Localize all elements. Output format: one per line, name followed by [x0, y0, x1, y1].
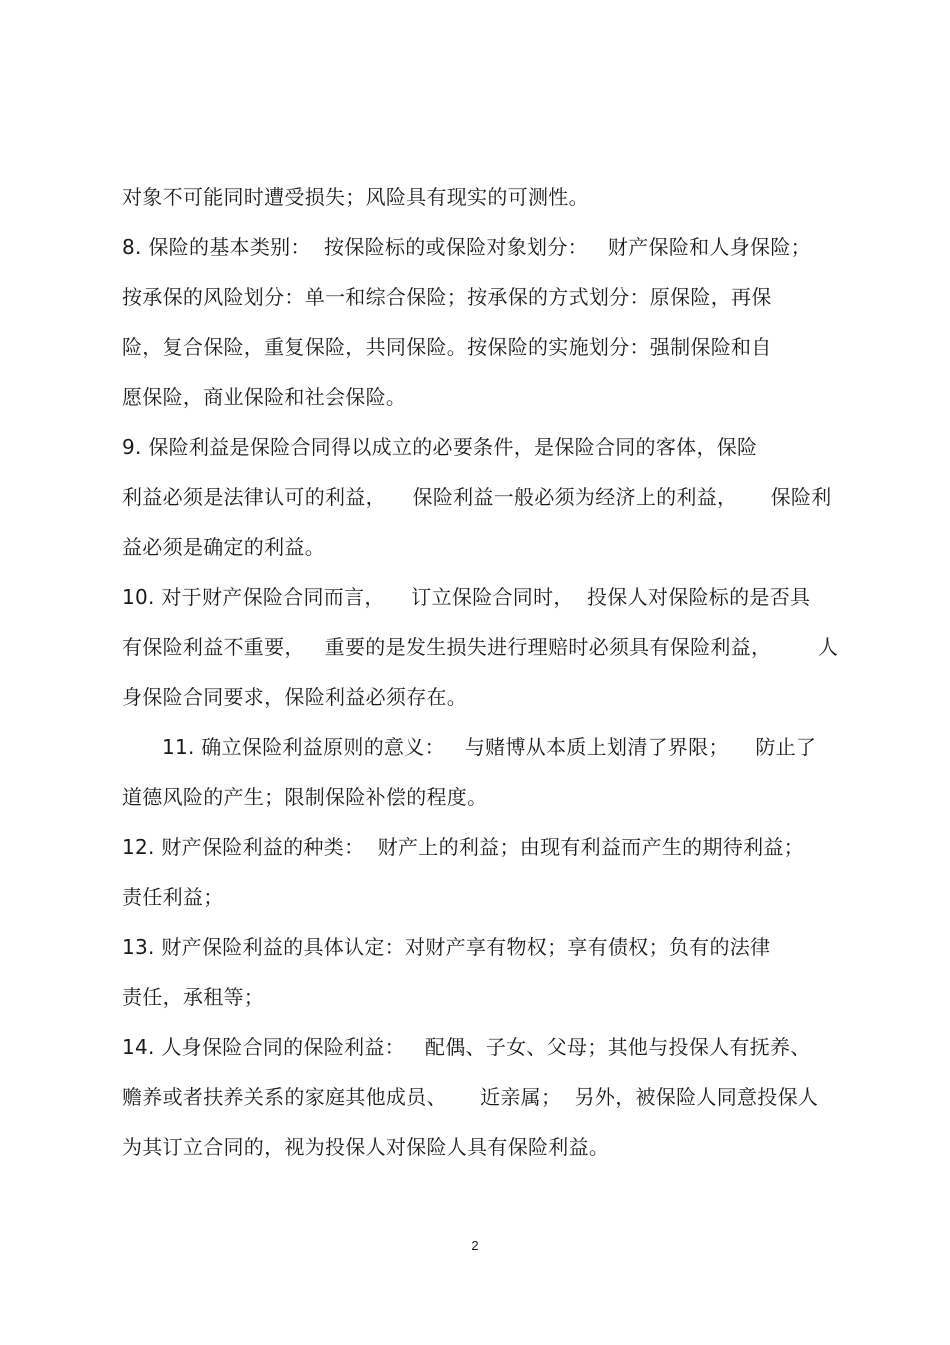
- text-line: 身保险合同要求，保险利益必须存在。: [122, 685, 468, 709]
- text-line: 为其订立合同的，视为投保人对保险人具有保险利益。: [122, 1135, 610, 1159]
- text-line: 9. 保险利益是保险合同得以成立的必要条件，是保险合同的客体，保险: [122, 435, 758, 459]
- text-line: 有保险利益不重要， 重要的是发生损失进行理赔时必须具有保险利益， 人: [122, 635, 839, 659]
- text-line: 赡养或者扶养关系的家庭其他成员、 近亲属； 另外，被保险人同意投保人: [122, 1085, 819, 1109]
- text-line: 责任利益；: [122, 885, 224, 909]
- text-line: 8. 保险的基本类别： 按保险标的或保险对象划分： 财产保险和人身保险；: [122, 235, 811, 259]
- text-line: 13. 财产保险利益的具体认定：对财产享有物权；享有债权；负有的法律: [122, 935, 771, 959]
- text-line: 道德风险的产生；限制保险补偿的程度。: [122, 785, 488, 809]
- text-line: 11. 确立保险利益原则的意义： 与赌博从本质上划清了界限； 防止了: [122, 735, 817, 759]
- text-line: 14. 人身保险合同的保险利益： 配偶、子女、父母；其他与投保人有抚养、: [122, 1035, 811, 1059]
- text-line: 利益必须是法律认可的利益， 保险利益一般必须为经济上的利益， 保险利: [122, 485, 832, 509]
- text-line: 险，复合保险，重复保险，共同保险。按保险的实施划分：强制保险和自: [122, 335, 772, 359]
- text-line: 益必须是确定的利益。: [122, 535, 325, 559]
- text-line: 对象不可能同时遭受损失；风险具有现实的可测性。: [122, 185, 589, 209]
- text-line: 责任，承租等；: [122, 985, 265, 1009]
- text-line: 12. 财产保险利益的种类： 财产上的利益；由现有利益而产生的期待利益；: [122, 835, 804, 859]
- text-line: 按承保的风险划分：单一和综合保险；按承保的方式划分：原保险，再保: [122, 285, 772, 309]
- text-line: 10. 对于财产保险合同而言， 订立保险合同时， 投保人对保险标的是否具: [122, 585, 811, 609]
- text-line: 愿保险，商业保险和社会保险。: [122, 385, 407, 409]
- page-number: 2: [471, 1238, 479, 1253]
